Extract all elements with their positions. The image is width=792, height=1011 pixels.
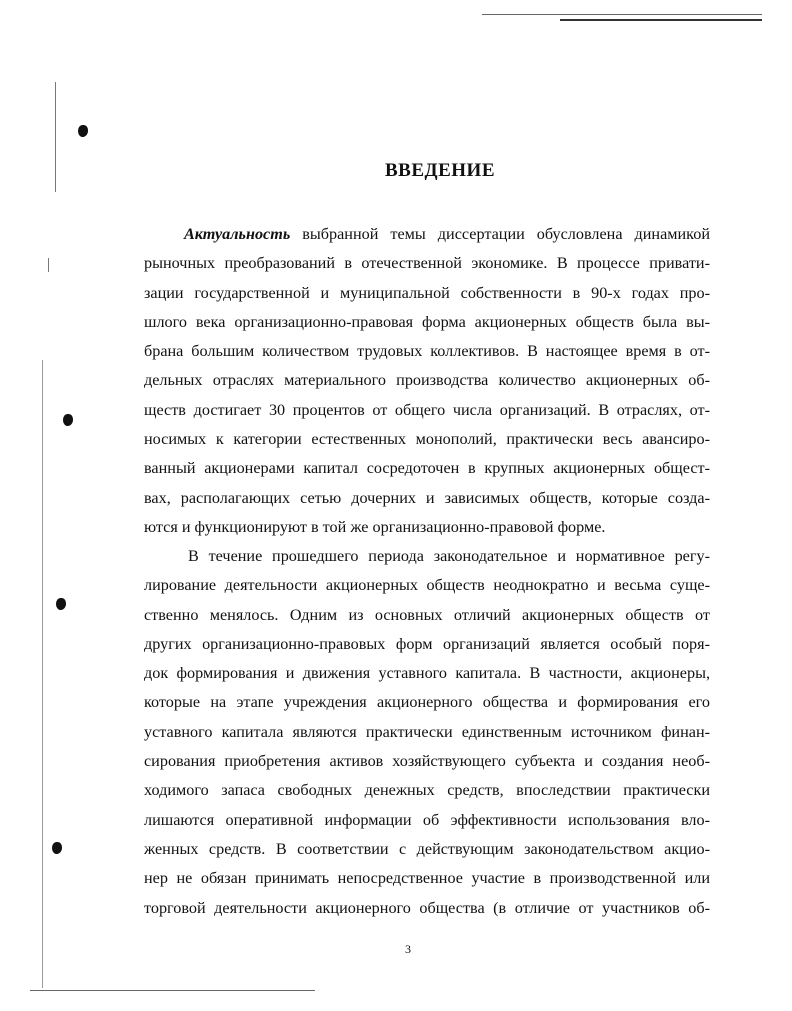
paragraph-1-line-1: Актуальность выбранной темы диссертации обусловлена динамикой bbox=[184, 225, 710, 243]
text-line: сирования приобретения активов хозяйствующего субъекта и создания необ- bbox=[144, 752, 710, 771]
text-line: носимых к категории естественных монополий, практически весь авансиро- bbox=[144, 430, 710, 449]
punch-hole-2 bbox=[63, 414, 73, 426]
text-line: зации государственной и муниципальной собственности в 90-х годах про- bbox=[144, 283, 710, 302]
text-line: уставного капитала являются практически единственным источником финан- bbox=[144, 722, 710, 741]
text-line: шлого века организационно-правовая форма акционерных обществ была вы- bbox=[144, 312, 710, 331]
text-line: которые на этапе учреждения акционерного общества и формирования его bbox=[144, 693, 710, 712]
text-line: торговой деятельности акционерного общества (в отличие от участников об- bbox=[144, 898, 710, 917]
text-line: лирование деятельности акционерных обществ неоднократно и весьма суще- bbox=[144, 576, 710, 595]
text-line: ходимого запаса свободных денежных средств, впоследствии практически bbox=[144, 781, 710, 800]
text-line: ванный акционерами капитал сосредоточен в крупных акционерных общест- bbox=[144, 459, 710, 478]
emphasis-actuality: Актуальность bbox=[184, 225, 291, 243]
text-line: других организационно-правовых форм организаций является особый поря- bbox=[144, 634, 710, 653]
left-margin-mark bbox=[48, 258, 49, 272]
text-line: ществ достигает 30 процентов от общего числа организаций. В отраслях, от- bbox=[144, 400, 710, 419]
text-line: док формирования и движения уставного капитала. В частности, акционеры, bbox=[144, 664, 710, 683]
punch-hole-1 bbox=[78, 125, 88, 137]
left-margin-line-bottom bbox=[42, 360, 43, 988]
paragraph-1 bbox=[144, 220, 710, 542]
text-line: дельных отраслях материального производства количество акционерных об- bbox=[144, 371, 710, 390]
bottom-edge-line bbox=[30, 990, 315, 991]
text-line: нер не обязан принимать непосредственное участие в производственной или bbox=[144, 869, 710, 888]
top-edge-line-dark bbox=[560, 19, 762, 21]
page-title: ВВЕДЕНИЕ bbox=[385, 160, 495, 181]
top-edge-line bbox=[482, 14, 762, 15]
page-number: 3 bbox=[405, 942, 411, 956]
text-line: рыночных преобразований в отечественной экономике. В процессе привати- bbox=[144, 254, 710, 273]
punch-hole-4 bbox=[52, 842, 62, 854]
punch-hole-3 bbox=[56, 598, 66, 610]
text-line: ются и функционируют в той же организационно-правовой форме. bbox=[144, 517, 606, 536]
text-line: лишаются оперативной информации об эффективности использования вло- bbox=[144, 810, 710, 829]
text-line: вах, располагающих сетью дочерних и зависимых обществ, которые созда- bbox=[144, 488, 710, 507]
paragraph-2 bbox=[144, 542, 710, 923]
text-line: женных средств. В соответствии с действующим законодательством акцио- bbox=[144, 839, 710, 858]
text-line: брана большим количеством трудовых коллективов. В настоящее время в от- bbox=[144, 342, 710, 361]
text-line: ственно менялось. Одним из основных отличий акционерных обществ от bbox=[144, 605, 710, 624]
text-line: В течение прошедшего периода законодательное и нормативное регу- bbox=[188, 547, 710, 565]
